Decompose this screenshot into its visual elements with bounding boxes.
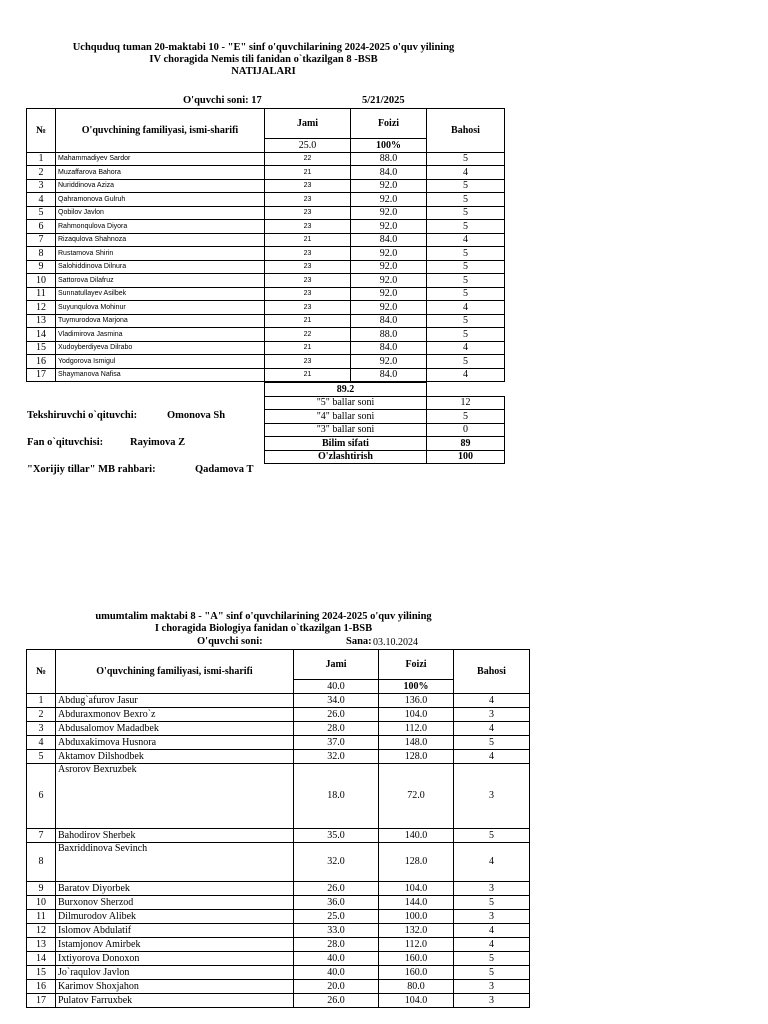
row-foizi: 112.0 <box>379 938 454 952</box>
row-num: 14 <box>27 952 56 966</box>
row-jami: 34.0 <box>294 694 379 708</box>
row-num: 14 <box>27 328 56 342</box>
row-foizi: 88.0 <box>351 328 427 342</box>
row-bahosi: 5 <box>427 314 505 328</box>
row-bahosi: 5 <box>427 328 505 342</box>
summary-value: 89 <box>427 437 505 451</box>
row-foizi: 140.0 <box>379 829 454 843</box>
col-header-name: O'quvchining familiyasi, ismi-sharifi <box>56 109 265 153</box>
row-name: Shaymanova Nafisa <box>56 368 265 382</box>
row-num: 3 <box>27 179 56 193</box>
table-row <box>27 708 530 722</box>
row-num: 11 <box>27 910 56 924</box>
row-jami: 28.0 <box>294 722 379 736</box>
section2-date: 03.10.2024 <box>373 637 418 648</box>
row-bahosi: 4 <box>454 722 530 736</box>
row-num: 8 <box>27 843 56 882</box>
row-bahosi: 3 <box>454 994 530 1008</box>
table-row <box>27 736 530 750</box>
checker-name: Omonova Sh <box>167 410 226 421</box>
max-foizi: 100% <box>351 139 427 153</box>
row-name: Rustamova Shirin <box>56 247 265 261</box>
row-foizi: 72.0 <box>379 764 454 829</box>
row-jami: 23 <box>265 274 351 288</box>
row-foizi: 92.0 <box>351 355 427 369</box>
section1-summary-table <box>264 382 505 464</box>
row-bahosi: 5 <box>427 260 505 274</box>
row-name: Islomov Abdulatif <box>56 924 294 938</box>
table-row <box>27 910 530 924</box>
table-row <box>27 166 505 180</box>
row-num: 4 <box>27 736 56 750</box>
row-foizi: 92.0 <box>351 247 427 261</box>
row-num: 11 <box>27 287 56 301</box>
row-name: Rizaqulova Shahnoza <box>56 233 265 247</box>
row-bahosi: 4 <box>427 233 505 247</box>
row-jami: 23 <box>265 301 351 315</box>
row-name: Yodgorova Ismigul <box>56 355 265 369</box>
s2-max-foizi: 100% <box>379 680 454 694</box>
row-num: 16 <box>27 980 56 994</box>
max-jami: 25.0 <box>265 139 351 153</box>
table-row <box>27 233 505 247</box>
row-num: 15 <box>27 341 56 355</box>
row-bahosi: 4 <box>454 938 530 952</box>
row-name: Aktamov Dilshodbek <box>56 750 294 764</box>
row-jami: 40.0 <box>294 952 379 966</box>
row-jami: 21 <box>265 314 351 328</box>
row-foizi: 100.0 <box>379 910 454 924</box>
row-jami: 23 <box>265 260 351 274</box>
row-num: 15 <box>27 966 56 980</box>
row-num: 2 <box>27 166 56 180</box>
table-row <box>27 287 505 301</box>
row-num: 1 <box>27 694 56 708</box>
row-bahosi: 4 <box>454 843 530 882</box>
row-jami: 26.0 <box>294 994 379 1008</box>
row-bahosi: 5 <box>454 736 530 750</box>
row-foizi: 92.0 <box>351 220 427 234</box>
col-header-bahosi: Bahosi <box>427 109 505 153</box>
row-jami: 23 <box>265 206 351 220</box>
col-header-foizi: Foizi <box>351 109 427 139</box>
table-row <box>27 152 505 166</box>
summary-label: "3" ballar soni <box>265 423 427 437</box>
row-bahosi: 4 <box>454 924 530 938</box>
row-foizi: 104.0 <box>379 708 454 722</box>
table-row <box>27 896 530 910</box>
row-num: 17 <box>27 368 56 382</box>
checker-label: Tekshiruvchi o`qituvchi: <box>27 410 138 421</box>
row-num: 4 <box>27 193 56 207</box>
row-jami: 22 <box>265 152 351 166</box>
section2-date-label: Sana: <box>346 636 372 647</box>
summary-label: Bilim sifati <box>265 437 427 451</box>
row-jami: 22 <box>265 328 351 342</box>
row-bahosi: 5 <box>454 966 530 980</box>
row-foizi: 92.0 <box>351 301 427 315</box>
table-row <box>27 764 530 829</box>
summary-value: 0 <box>427 423 505 437</box>
row-jami: 26.0 <box>294 882 379 896</box>
summary-row <box>265 410 505 424</box>
table-row <box>27 722 530 736</box>
row-bahosi: 5 <box>427 274 505 288</box>
section2-results-table <box>26 649 530 1008</box>
table-row <box>27 843 530 882</box>
section2-students-label: O'quvchi soni: <box>197 636 263 647</box>
table-row <box>27 206 505 220</box>
row-bahosi: 5 <box>427 247 505 261</box>
row-num: 10 <box>27 274 56 288</box>
row-foizi: 148.0 <box>379 736 454 750</box>
row-foizi: 84.0 <box>351 341 427 355</box>
teacher-label: Fan o`qituvchisi: <box>27 437 104 448</box>
row-bahosi: 4 <box>427 166 505 180</box>
row-foizi: 160.0 <box>379 966 454 980</box>
s2-col-header-jami: Jami <box>294 650 379 680</box>
row-foizi: 92.0 <box>351 193 427 207</box>
row-num: 12 <box>27 924 56 938</box>
table-row <box>27 924 530 938</box>
row-jami: 23 <box>265 220 351 234</box>
row-foizi: 112.0 <box>379 722 454 736</box>
head-name: Qadamova T <box>195 464 254 475</box>
row-foizi: 84.0 <box>351 166 427 180</box>
row-num: 6 <box>27 764 56 829</box>
row-bahosi: 4 <box>427 301 505 315</box>
row-name: Pulatov Farruxbek <box>56 994 294 1008</box>
row-name: Abduraxmonov Bexro`z <box>56 708 294 722</box>
row-bahosi: 5 <box>454 829 530 843</box>
table-row <box>27 750 530 764</box>
table-row <box>27 829 530 843</box>
row-foizi: 92.0 <box>351 260 427 274</box>
row-foizi: 144.0 <box>379 896 454 910</box>
summary-value: 5 <box>427 410 505 424</box>
row-bahosi: 5 <box>427 193 505 207</box>
row-num: 7 <box>27 829 56 843</box>
section1-title-line2: IV choragida Nemis tili fanidan o`tkazilgan 8 -BSB <box>149 54 378 65</box>
table-row <box>27 314 505 328</box>
row-jami: 28.0 <box>294 938 379 952</box>
row-jami: 23 <box>265 247 351 261</box>
table-row <box>27 694 530 708</box>
row-bahosi: 4 <box>427 368 505 382</box>
row-name: Abduxakimova Husnora <box>56 736 294 750</box>
row-bahosi: 5 <box>427 220 505 234</box>
row-num: 13 <box>27 938 56 952</box>
col-header-num: № <box>27 109 56 153</box>
section2-title-line2: I choragida Biologiya fanidan o`tkazilgan 1-BSB <box>154 623 373 634</box>
row-num: 7 <box>27 233 56 247</box>
section1-date: 5/21/2025 <box>362 95 405 106</box>
row-bahosi: 5 <box>427 152 505 166</box>
row-jami: 37.0 <box>294 736 379 750</box>
row-name: Nuriddinova Aziza <box>56 179 265 193</box>
row-bahosi: 3 <box>454 882 530 896</box>
row-jami: 25.0 <box>294 910 379 924</box>
row-num: 13 <box>27 314 56 328</box>
row-bahosi: 3 <box>454 708 530 722</box>
row-name: Vladimirova Jasmina <box>56 328 265 342</box>
row-num: 6 <box>27 220 56 234</box>
row-name: Salohiddinova Dilnura <box>56 260 265 274</box>
col-header-jami: Jami <box>265 109 351 139</box>
s2-max-jami: 40.0 <box>294 680 379 694</box>
teacher-name: Rayimova Z <box>130 437 186 448</box>
row-jami: 32.0 <box>294 843 379 882</box>
table-row <box>27 980 530 994</box>
row-jami: 23 <box>265 179 351 193</box>
row-num: 1 <box>27 152 56 166</box>
row-name: Ixtiyorova Donoxon <box>56 952 294 966</box>
average-empty <box>427 383 505 397</box>
table-row <box>27 966 530 980</box>
row-jami: 32.0 <box>294 750 379 764</box>
table-row <box>27 193 505 207</box>
row-foizi: 80.0 <box>379 980 454 994</box>
row-name: Asrorov Bexruzbek <box>56 764 294 829</box>
row-name: Qobilov Javlon <box>56 206 265 220</box>
row-name: Burxonov Sherzod <box>56 896 294 910</box>
row-name: Baratov Diyorbek <box>56 882 294 896</box>
summary-row <box>265 396 505 410</box>
row-jami: 40.0 <box>294 966 379 980</box>
row-jami: 23 <box>265 287 351 301</box>
row-name: Dilmurodov Alibek <box>56 910 294 924</box>
row-num: 9 <box>27 882 56 896</box>
row-bahosi: 5 <box>454 952 530 966</box>
table-row <box>27 179 505 193</box>
row-num: 2 <box>27 708 56 722</box>
row-jami: 20.0 <box>294 980 379 994</box>
table-row <box>27 355 505 369</box>
row-num: 10 <box>27 896 56 910</box>
row-bahosi: 3 <box>454 910 530 924</box>
row-foizi: 84.0 <box>351 368 427 382</box>
section2-title-line1: umumtalim maktabi 8 - "A" sinf o'quvchilarining 2024-2025 o'quv yilining <box>95 611 432 622</box>
row-foizi: 128.0 <box>379 843 454 882</box>
row-name: Suyunqulova Mohinur <box>56 301 265 315</box>
table-row <box>27 994 530 1008</box>
row-foizi: 92.0 <box>351 274 427 288</box>
row-name: Mahammadiyev Sardor <box>56 152 265 166</box>
row-bahosi: 3 <box>454 980 530 994</box>
section1-results-table <box>26 108 505 382</box>
table-row <box>27 882 530 896</box>
table-row <box>27 952 530 966</box>
row-name: Xudoyberdiyeva Dilrabo <box>56 341 265 355</box>
table-row <box>27 274 505 288</box>
average-percent: 89.2 <box>265 383 427 397</box>
row-jami: 33.0 <box>294 924 379 938</box>
table-row <box>27 260 505 274</box>
row-num: 5 <box>27 750 56 764</box>
row-num: 5 <box>27 206 56 220</box>
row-name: Sunnatullayev Asilbek <box>56 287 265 301</box>
row-foizi: 88.0 <box>351 152 427 166</box>
row-bahosi: 5 <box>427 287 505 301</box>
summary-value: 100 <box>427 450 505 464</box>
section1-students-count: O'quvchi soni: 17 <box>183 95 262 106</box>
row-bahosi: 5 <box>427 179 505 193</box>
row-num: 9 <box>27 260 56 274</box>
table-row <box>27 247 505 261</box>
table-row <box>27 341 505 355</box>
row-foizi: 92.0 <box>351 287 427 301</box>
row-jami: 21 <box>265 368 351 382</box>
row-num: 8 <box>27 247 56 261</box>
summary-label: O'zlashtirish <box>265 450 427 464</box>
head-label: "Xorijiy tillar" MB rahbari: <box>27 464 156 475</box>
row-bahosi: 5 <box>427 206 505 220</box>
s2-col-header-foizi: Foizi <box>379 650 454 680</box>
row-bahosi: 5 <box>427 355 505 369</box>
row-foizi: 160.0 <box>379 952 454 966</box>
s2-col-header-bahosi: Bahosi <box>454 650 530 694</box>
row-foizi: 104.0 <box>379 994 454 1008</box>
row-foizi: 104.0 <box>379 882 454 896</box>
row-num: 3 <box>27 722 56 736</box>
summary-row <box>265 450 505 464</box>
summary-value: 12 <box>427 396 505 410</box>
row-jami: 23 <box>265 355 351 369</box>
row-jami: 21 <box>265 233 351 247</box>
row-name: Bahodirov Sherbek <box>56 829 294 843</box>
row-bahosi: 4 <box>454 694 530 708</box>
table-row <box>27 220 505 234</box>
row-num: 12 <box>27 301 56 315</box>
row-name: Abdusalomov Madadbek <box>56 722 294 736</box>
row-name: Jo`raqulov Javlon <box>56 966 294 980</box>
row-jami: 18.0 <box>294 764 379 829</box>
row-name: Tuymurodova Marjona <box>56 314 265 328</box>
table-row <box>27 938 530 952</box>
row-name: Sattorova Dilafruz <box>56 274 265 288</box>
row-name: Istamjonov Amirbek <box>56 938 294 952</box>
row-foizi: 92.0 <box>351 179 427 193</box>
row-bahosi: 4 <box>427 341 505 355</box>
row-jami: 36.0 <box>294 896 379 910</box>
summary-label: "5" ballar soni <box>265 396 427 410</box>
summary-label: "4" ballar soni <box>265 410 427 424</box>
s2-col-header-name: O'quvchining familiyasi, ismi-sharifi <box>56 650 294 694</box>
row-bahosi: 4 <box>454 750 530 764</box>
row-name: Muzaffarova Bahora <box>56 166 265 180</box>
row-foizi: 132.0 <box>379 924 454 938</box>
row-foizi: 92.0 <box>351 206 427 220</box>
row-num: 17 <box>27 994 56 1008</box>
row-name: Abdug`afurov Jasur <box>56 694 294 708</box>
row-name: Baxriddinova Sevinch <box>56 843 294 882</box>
section1-title-line1: Uchquduq tuman 20-maktabi 10 - "E" sinf o'quvchilarining 2024-2025 o'quv yilining <box>72 42 455 53</box>
row-jami: 35.0 <box>294 829 379 843</box>
row-foizi: 84.0 <box>351 233 427 247</box>
summary-row <box>265 423 505 437</box>
row-jami: 23 <box>265 193 351 207</box>
s2-col-header-num: № <box>27 650 56 694</box>
row-jami: 21 <box>265 166 351 180</box>
row-jami: 26.0 <box>294 708 379 722</box>
row-foizi: 136.0 <box>379 694 454 708</box>
row-foizi: 128.0 <box>379 750 454 764</box>
row-bahosi: 3 <box>454 764 530 829</box>
table-row <box>27 328 505 342</box>
row-name: Karimov Shoxjahon <box>56 980 294 994</box>
row-bahosi: 5 <box>454 896 530 910</box>
summary-row <box>265 437 505 451</box>
table-row <box>27 368 505 382</box>
row-foizi: 84.0 <box>351 314 427 328</box>
row-num: 16 <box>27 355 56 369</box>
row-name: Rahmonqulova Diyora <box>56 220 265 234</box>
table-row <box>27 301 505 315</box>
section1-title-line3: NATIJALARI <box>231 66 296 77</box>
row-jami: 21 <box>265 341 351 355</box>
row-name: Qahramonova Gulruh <box>56 193 265 207</box>
